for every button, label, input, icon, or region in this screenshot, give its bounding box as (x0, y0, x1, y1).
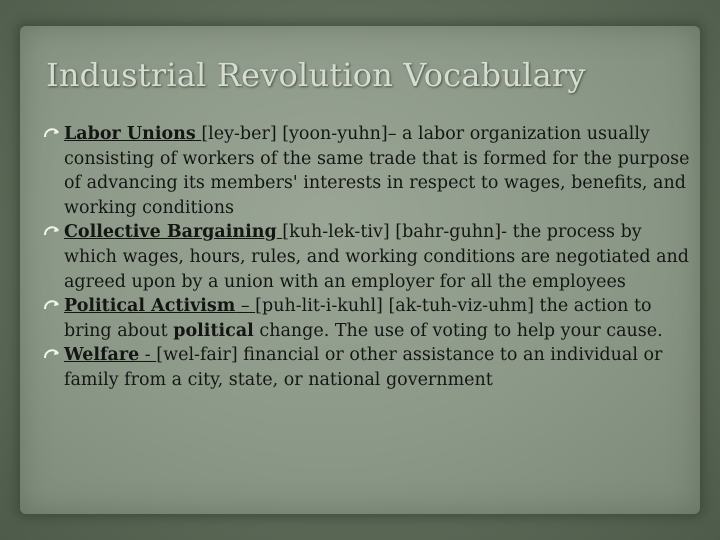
term-pronunciation: [ley-ber] [yoon-yuhn] (201, 124, 388, 144)
term-definition: financial or other assistance to an individual or family from a city, state, or national government (64, 345, 663, 390)
curled-arrow-bullet-icon (42, 123, 62, 145)
vocabulary-item-collective-bargaining (40, 220, 698, 294)
term-gap: - (139, 345, 157, 366)
term-gap: – (235, 296, 256, 317)
curled-arrow-bullet-icon (42, 221, 62, 243)
slide-title: Industrial Revolution Vocabulary (46, 56, 586, 94)
term-word: Labor Unions (64, 124, 196, 144)
term-definition: – a labor organization usually consisting of workers of the same trade that is formed for the purpose of advancing its members' interests in respect to wages, benefits, and working conditions (64, 124, 690, 218)
term-word: Collective Bargaining (64, 222, 277, 243)
term-definition-emphasis: political (173, 320, 254, 341)
term-pronunciation: [wel-fair] (156, 345, 238, 366)
term-definition-end: change. The use of voting to help your cause. (253, 320, 663, 341)
curled-arrow-bullet-icon (42, 295, 62, 317)
term-definition: - the process by which wages, hours, rules, and working conditions are negotiated and agreed upon by a union with an employer for all the employees (64, 222, 689, 292)
term-word: Welfare (64, 345, 140, 366)
curled-arrow-bullet-icon (42, 344, 62, 366)
term-definition-start: the action to bring about (64, 296, 652, 341)
term-word: Political Activism (64, 296, 236, 317)
vocabulary-item-welfare (40, 343, 698, 392)
vocabulary-list (40, 122, 698, 393)
term-pronunciation: [kuh-lek-tiv] [bahr-guhn] (282, 222, 502, 243)
vocabulary-item-political-activism (40, 294, 698, 343)
vocabulary-item-labor-unions (40, 122, 698, 220)
term-pronunciation: [puh-lit-i-kuhl] [ak-tuh-viz-uhm] (255, 296, 534, 317)
